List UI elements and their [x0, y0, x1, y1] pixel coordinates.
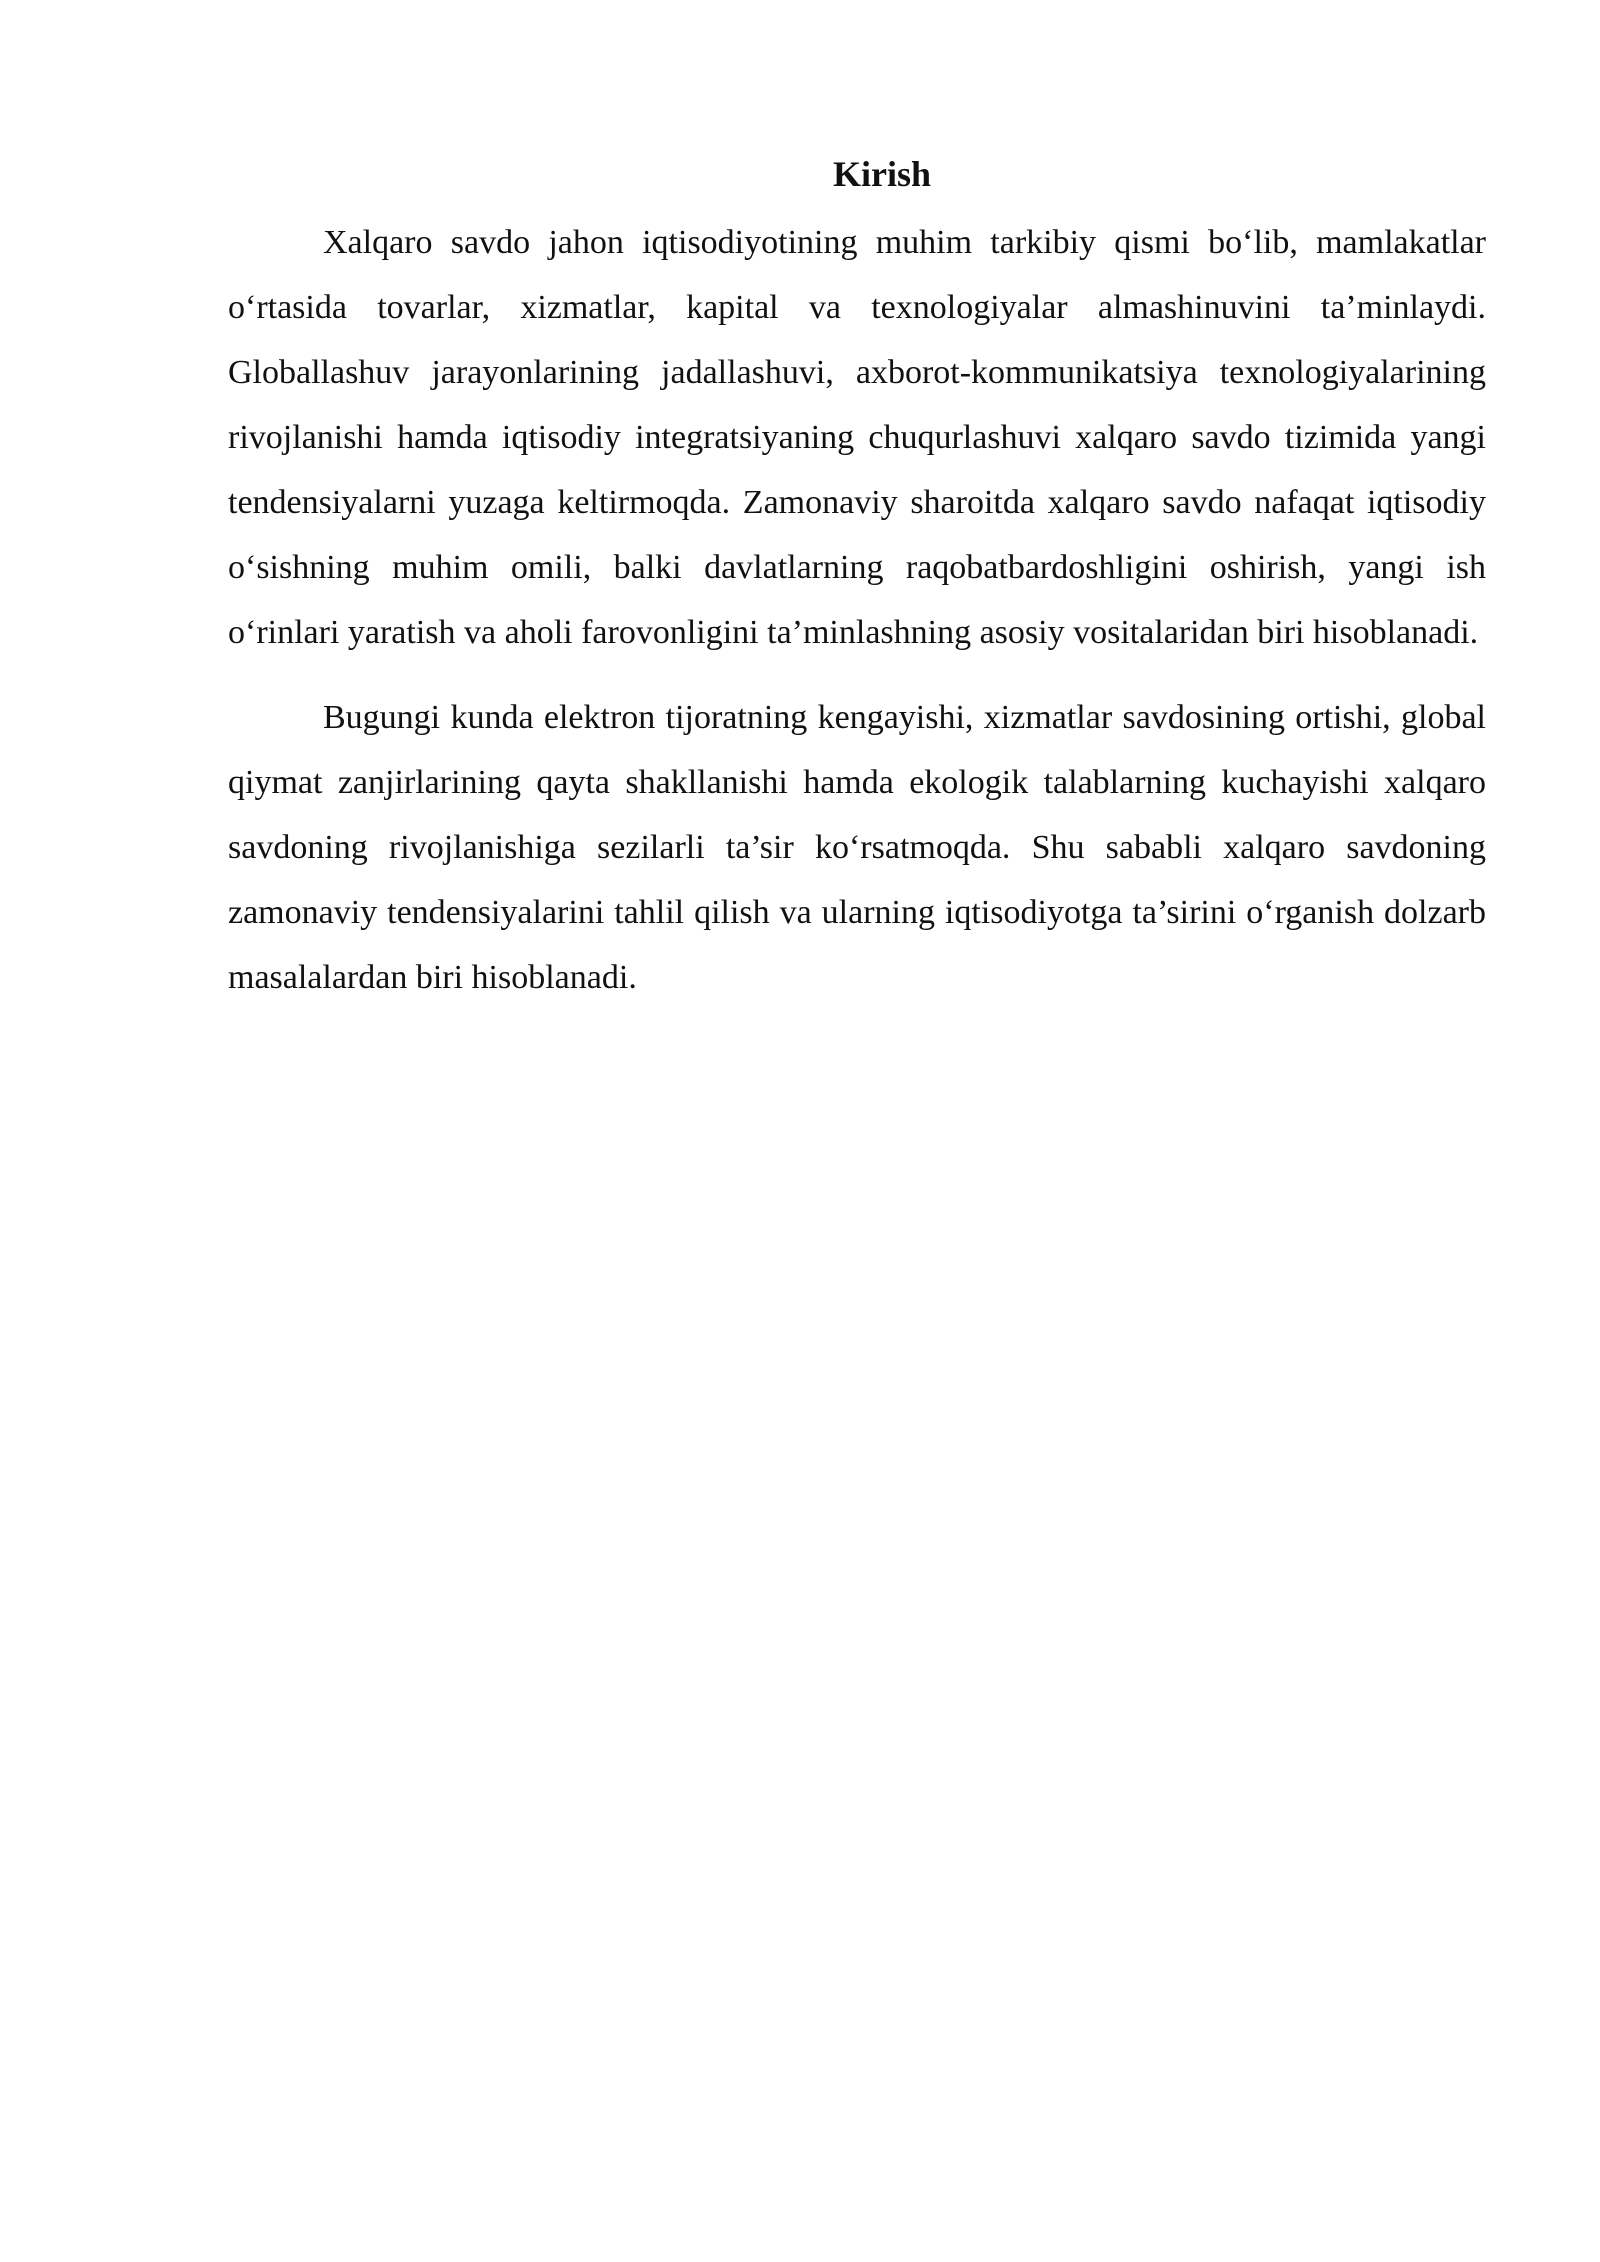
paragraph-intro: Xalqaro savdo jahon iqtisodiyotining muhim tarkibiy qismi bo‘lib, mamlakatlar o‘rtasida tovarlar, xizmatlar, kapital va texnologiyalar almashinuvini ta’minlaydi. Globallashuv jarayonlarining jadallashuvi, axborot-kommunikatsiya texnologiyalarining rivojlanishi hamda iqtisodiy integratsiyaning chuqurlashuvi xalqaro savdo tizimida yangi tendensiyalarni yuzaga keltirmoqda. Zamonaviy sharoitda xalqaro savdo nafaqat iqtisodiy o‘sishning muhim omili, balki davlatlarning raqobatbardoshligini oshirish, yangi ish o‘rinlari yaratish va aholi farovonligini ta’minlashning asosiy vositalaridan biri hisoblanadi. [228, 224, 1486, 651]
document-body [228, 148, 1486, 1030]
section-title: Kirish [832, 154, 931, 194]
paragraph-trends: Bugungi kunda elektron tijoratning kengayishi, xizmatlar savdosining ortishi, global qiymat zanjirlarining qayta shakllanishi hamda ekologik talablarning kuchayishi xalqaro savdoning rivojlanishiga sezilarli ta’sir ko‘rsatmoqda. Shu sababli xalqaro savdoning zamonaviy tendensiyalarini tahlil qilish va ularning iqtisodiyotga ta’sirini o‘rganish dolzarb masalalardan biri hisoblanadi. [228, 699, 1486, 996]
